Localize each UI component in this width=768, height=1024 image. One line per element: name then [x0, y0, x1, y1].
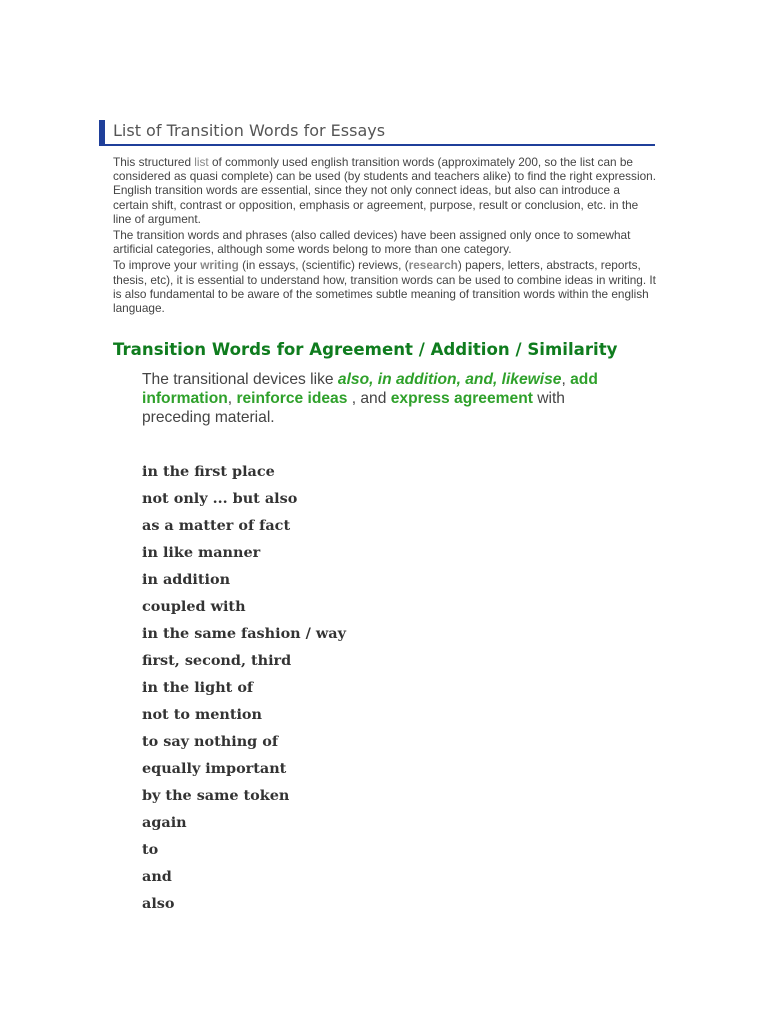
lead-express-agreement: express agreement [390, 390, 533, 407]
lead-d: , and [347, 390, 391, 407]
section-heading: Transition Words for Agreement / Addition / Similarity [113, 340, 618, 359]
list-item: not to mention [142, 706, 262, 723]
lead-b: , [561, 371, 571, 388]
list-item: in like manner [142, 544, 261, 561]
transition-word-list [142, 458, 346, 917]
research-link[interactable]: research [408, 258, 458, 273]
writing-link[interactable]: writing [200, 258, 239, 273]
list-item: in the first place [142, 463, 275, 480]
intro-p1-pre: This structured [113, 155, 195, 169]
list-item: and [142, 868, 172, 885]
intro-paragraph-1 [113, 155, 658, 226]
intro-paragraph-2: The transition words and phrases (also called devices) have been assigned only once to somewhat artificial categories, although some words belong to more than one category. [113, 228, 631, 257]
intro-p1-post: of commonly used english transition words (approximately 200, so the list can be considered as quasi complete) can be used (by students and teachers alike) to find the right expression. English transition words are essential, since they not only connect ideas, but also can introduce a certain shift, contrast or opposition, emphasis or agreement, purpose, result or conclusion, etc. in the line of argument. [113, 155, 656, 226]
lead-add-information: add information [142, 371, 598, 407]
list-link[interactable]: list [194, 155, 209, 169]
intro-p3-a: To improve your [113, 258, 201, 273]
list-item: not only ... but also [142, 490, 298, 507]
lead-examples: also, in addition, and, likewise [337, 371, 562, 388]
list-item: again [142, 814, 187, 831]
intro-paragraph-3 [113, 258, 658, 315]
lead-c: , [227, 390, 237, 407]
intro-p3-c: ) papers, letters, abstracts, reports, thesis, etc), it is essential to understand how, transition words can be used to combine ideas in writing. It is also fundamental to be aware of the sometimes subtle meaning of transition words within the english language. [113, 258, 656, 316]
list-item: as a matter of fact [142, 517, 291, 534]
page-title: List of Transition Words for Essays [113, 121, 386, 140]
section-lead [142, 370, 612, 427]
list-item: to say nothing of [142, 733, 279, 750]
list-item: first, second, third [142, 652, 292, 669]
title-bar [99, 120, 655, 146]
list-item: in the same fashion / way [142, 625, 346, 642]
lead-e: with preceding material. [142, 390, 565, 426]
list-item: coupled with [142, 598, 246, 615]
list-item: by the same token [142, 787, 290, 804]
intro-text [113, 155, 658, 317]
intro-p3-b: (in essays, (scientific) reviews, ( [238, 258, 409, 273]
lead-a: The transitional devices like [142, 371, 338, 388]
list-item: in addition [142, 571, 231, 588]
list-item: in the light of [142, 679, 254, 696]
list-item: also [142, 895, 175, 912]
lead-reinforce-ideas: reinforce ideas [236, 390, 348, 407]
list-item: equally important [142, 760, 287, 777]
list-item: to [142, 841, 159, 858]
